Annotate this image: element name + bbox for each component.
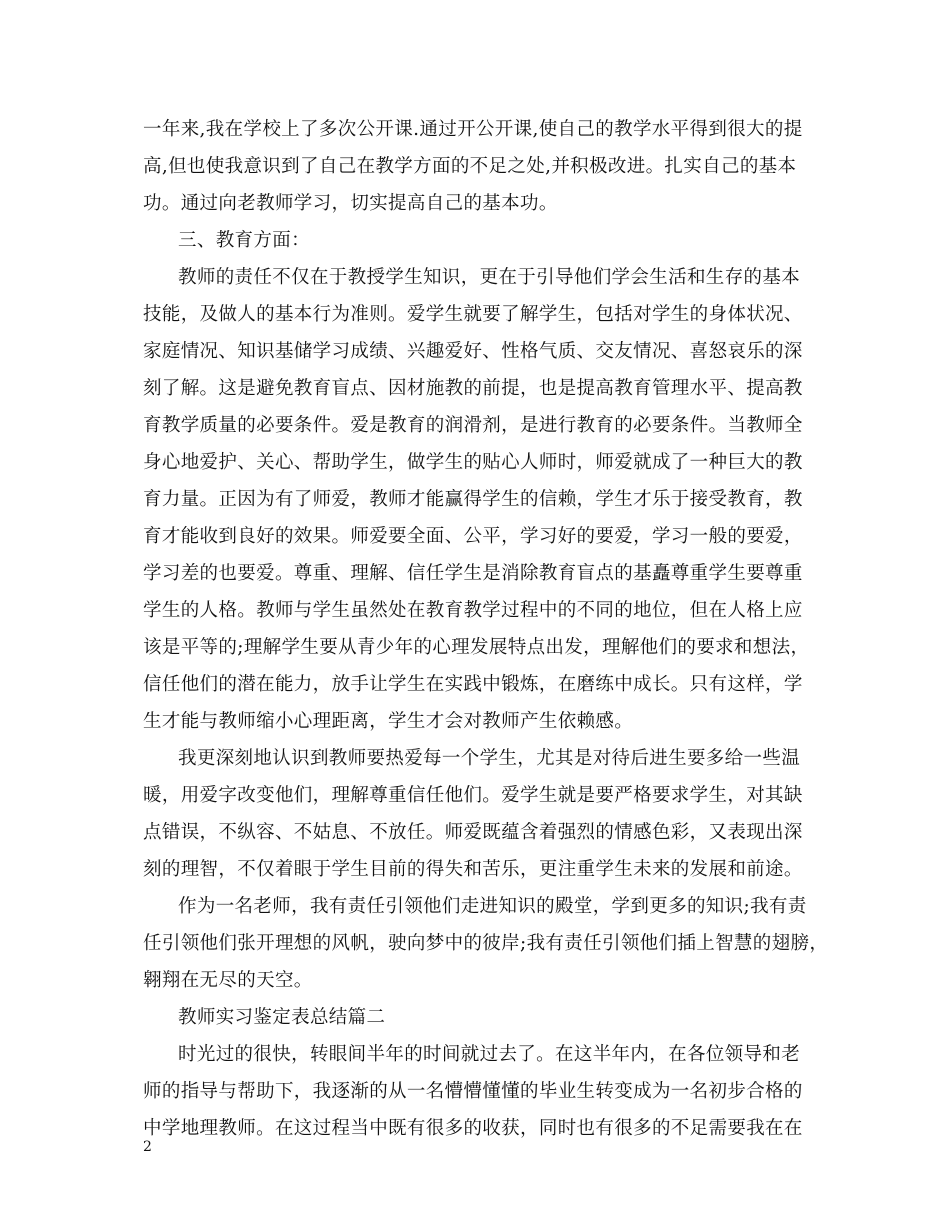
text-line: 信任他们的潜在能力，放手让学生在实践中锻炼，在磨练中成长。只有这样，学 [143,674,803,695]
text-line: 家庭情况、知识基储学习成绩、兴趣爱好、性格气质、交友情况、喜怒哀乐的深 [143,341,803,362]
text-line: 师的指导与帮助下，我逐渐的从一名懵懵懂懂的毕业生转变成为一名初步合格的 [143,1081,803,1102]
text-line: 时光过的很快，转眼间半年的时间就过去了。在这半年内，在各位领导和老 [178,1044,801,1065]
text-line: 身心地爱护、关心、帮助学生，做学生的贴心人师时，师爱就成了一种巨大的教 [143,452,803,473]
text-line: 高,但也使我意识到了自己在教学方面的不足之处,并积极改进。扎实自己的基本 [143,156,797,177]
text-line: 点错误，不纵容、不姑息、不放任。师爱既蕴含着强烈的情感色彩，又表现出深 [143,822,803,843]
text-line: 一年来,我在学校上了多次公开课.通过开公开课,使自己的教学水平得到很大的提 [143,119,803,140]
text-line: 功。通过向老教师学习，切实提高自己的基本功。 [143,193,558,214]
text-line: 暖，用爱字改变他们，理解尊重信任他们。爱学生就是要严格要求学生，对其缺 [143,785,803,806]
text-line: 中学地理教师。在这过程当中既有很多的收获，同时也有很多的不足需要我在在 [143,1118,803,1139]
text-line: 刻的理智，不仅着眼于学生目前的得失和苦乐，更注重学生未来的发展和前途。 [143,859,803,880]
text-line: 教师的责任不仅在于教授学生知识，更在于引导他们学会生活和生存的基本 [178,267,801,288]
text-line: 该是平等的;理解学生要从青少年的心理发展特点出发，理解他们的要求和想法， [143,637,810,658]
text-line: 刻了解。这是避免教育盲点、因材施教的前提，也是提高教育管理水平、提高教 [143,378,803,399]
text-line: 育教学质量的必要条件。爱是教育的润滑剂，是进行教育的必要条件。当教师全 [143,415,803,436]
page-number: 2 [143,1139,152,1155]
text-line: 翱翔在无尽的天空。 [143,970,313,991]
text-line: 我更深刻地认识到教师要热爱每一个学生，尤其是对待后进生要多给一些温 [178,748,801,769]
text-line: 育才能收到良好的效果。师爱要全面、公平，学习好的要爱，学习一般的要爱， [143,526,803,547]
text-line: 学生的人格。教师与学生虽然处在教育教学过程中的不同的地位，但在人格上应 [143,600,803,621]
text-line: 生才能与教师缩小心理距离，学生才会对教师产生依赖感。 [143,711,634,732]
text-line: 育力量。正因为有了师爱，教师才能赢得学生的信赖，学生才乐于接受教育，教 [143,489,803,510]
text-line: 技能，及做人的基本行为准则。爱学生就要了解学生，包括对学生的身体状况、 [143,304,803,325]
text-line: 任引领他们张开理想的风帆，驶向梦中的彼岸;我有责任引领他们插上智慧的翅膀， [143,933,829,954]
text-line: 学习差的也要爱。尊重、理解、信任学生是消除教育盲点的基矗尊重学生要尊重 [143,563,803,584]
text-line: 作为一名老师，我有责任引领他们走进知识的殿堂，学到更多的知识;我有责 [178,896,807,917]
section-title: 教师实习鉴定表总结篇二 [178,1007,386,1028]
section-heading: 三、教育方面： [178,230,310,251]
